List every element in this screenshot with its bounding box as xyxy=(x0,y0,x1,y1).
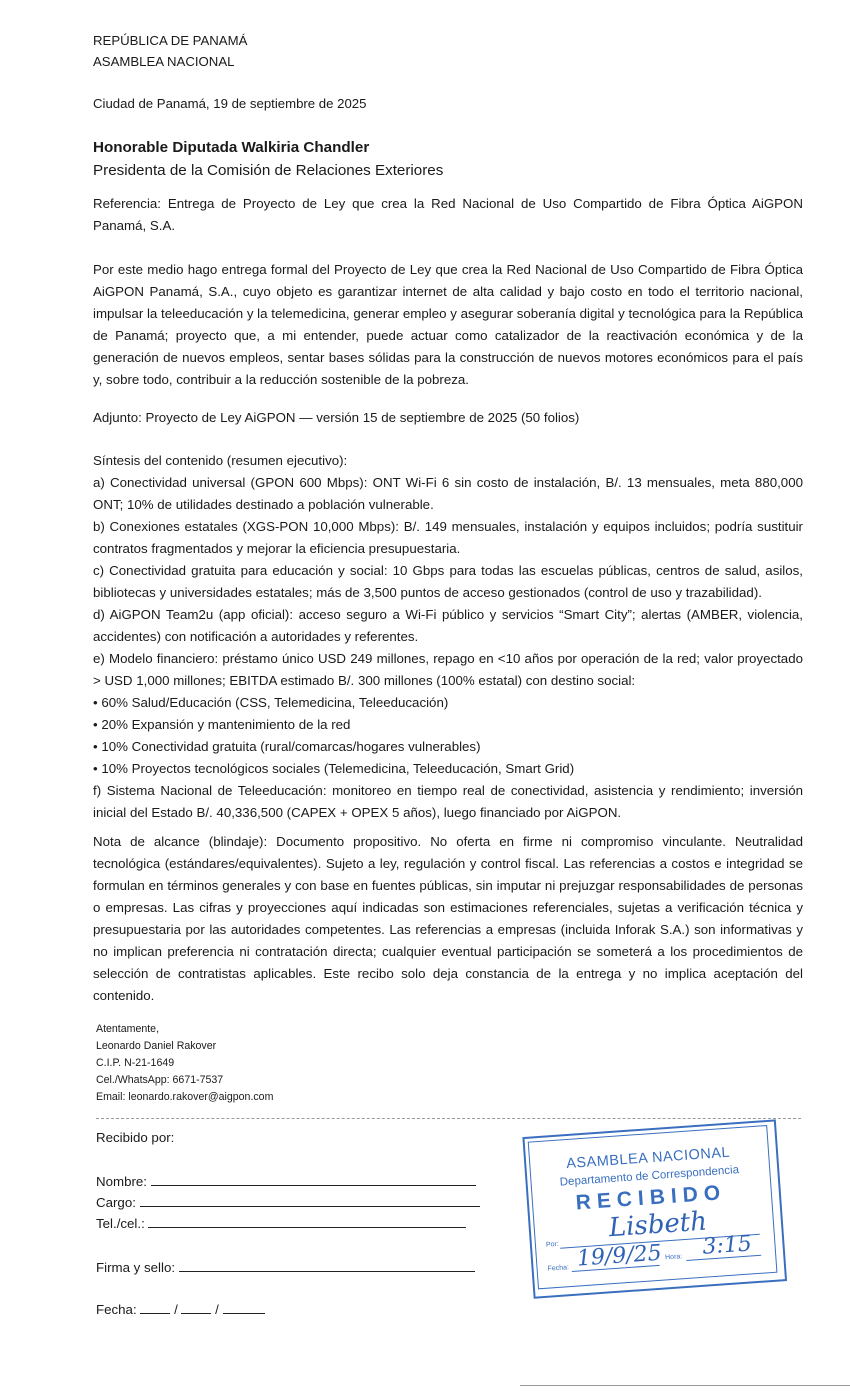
reception-stamp xyxy=(522,1119,788,1306)
name-field[interactable] xyxy=(151,1172,476,1186)
signer-id: C.I.P. N-21-1649 xyxy=(96,1057,175,1069)
receipt-signature-row xyxy=(96,1258,486,1275)
date-label: Fecha: xyxy=(96,1302,137,1317)
stamp-institution: ASAMBLEA NACIONAL xyxy=(565,1144,731,1173)
allocation-item: • 10% Conectividad gratuita (rural/comarcas/hogares vulnerables) xyxy=(93,736,803,758)
phone-field[interactable] xyxy=(148,1214,466,1228)
allocation-item: • 10% Proyectos tecnológicos sociales (Telemedicina, Teleeducación, Smart Grid) xyxy=(93,758,803,780)
summary-item-b: b) Conexiones estatales (XGS-PON 10,000 Mbps): B/. 149 mensuales, instalación y equipos incluidos; podría sustituir contratos fragmentados y mejorar la eficiencia presupuestaria. xyxy=(93,519,803,556)
signer-name: Leonardo Daniel Rakover xyxy=(96,1040,217,1052)
signature-field[interactable] xyxy=(179,1258,475,1272)
stamp-time-label: Hora: xyxy=(664,1253,683,1262)
stamp-by-signature: Lisbeth xyxy=(607,1206,708,1244)
name-label: Nombre: xyxy=(96,1174,147,1189)
summary-item-d: d) AiGPON Team2u (app oficial): acceso seguro a Wi-Fi público y servicios “Smart City”; alertas (AMBER, violencia, accidentes) con notificación a autoridades y referentes. xyxy=(93,607,803,644)
stamp-department: Departamento de Correspondencia xyxy=(559,1164,740,1189)
receipt-name-row xyxy=(96,1172,486,1189)
recipient-title: Presidenta de la Comisión de Relaciones Exteriores xyxy=(93,162,444,179)
position-field[interactable] xyxy=(140,1193,480,1207)
receipt-heading: Recibido por: xyxy=(96,1130,175,1145)
receipt-position-row xyxy=(96,1193,486,1210)
reference-line: Referencia: Entrega de Proyecto de Ley que crea la Red Nacional de Uso Compartido de Fibra Óptica AiGPON Panamá, S.A. xyxy=(93,196,803,233)
allocation-item: • 60% Salud/Educación (CSS, Telemedicina, Teleeducación) xyxy=(93,692,803,714)
date-separator: / xyxy=(174,1302,178,1317)
date-month-field[interactable] xyxy=(181,1300,211,1314)
receipt-phone-row xyxy=(96,1214,486,1231)
phone-label: Tel./cel.: xyxy=(96,1216,145,1231)
header-country: REPÚBLICA DE PANAMÁ xyxy=(93,33,248,48)
position-label: Cargo: xyxy=(96,1195,136,1210)
scan-edge-line xyxy=(520,1385,850,1386)
signature-label: Firma y sello: xyxy=(96,1260,176,1275)
stamp-by-label: Por: xyxy=(545,1240,560,1249)
date-line: Ciudad de Panamá, 19 de septiembre de 2025 xyxy=(93,96,367,111)
summary-heading: Síntesis del contenido (resumen ejecutivo): xyxy=(93,453,348,468)
body-paragraph: Por este medio hago entrega formal del Proyecto de Ley que crea la Red Nacional de Uso Compartido de Fibra Óptica AiGPON Panamá, S.A., cuyo objeto es garantizar internet de alta calidad y bajo costo en todo el territorio nacional, impulsar la teleeducación y la telemedicina, generar empleo y asegurar soberanía digital y tecnológica para la República de Panamá; proyecto que, a mi entender, puede actuar como catalizador de la reactivación económica y de la generación de nuevos empleos, sentar bases sólidas para la construcción de nuevos motores económicos para el país y, sobre todo, contribuir a la reducción sostenible de la pobreza. xyxy=(93,262,803,387)
stamp-time-value: 3:15 xyxy=(701,1231,753,1260)
executive-summary xyxy=(93,450,803,824)
allocation-item: • 20% Expansión y mantenimiento de la red xyxy=(93,714,803,736)
receipt-date-row xyxy=(96,1300,265,1317)
date-year-field[interactable] xyxy=(223,1300,265,1314)
date-day-field[interactable] xyxy=(140,1300,170,1314)
summary-item-a: a) Conectividad universal (GPON 600 Mbps): ONT Wi-Fi 6 sin costo de instalación, B/. 13 mensuales, meta 880,000 ONT; 10% de utilidades destinado a población vulnerable. xyxy=(93,475,803,512)
stamp-status: RECIBIDO xyxy=(574,1181,727,1215)
signer-email: Email: leonardo.rakover@aigpon.com xyxy=(96,1091,274,1103)
summary-item-f: f) Sistema Nacional de Teleeducación: monitoreo en tiempo real de conectividad, asistencia y rendimiento; inversión inicial del Estado B/. 40,336,500 (CAPEX + OPEX 5 años), luego financiado por AiGPON. xyxy=(93,783,803,820)
scope-note: Nota de alcance (blindaje): Documento propositivo. No oferta en firme ni compromiso vinculante. Neutralidad tecnológica (estándares/equivalentes). Sujeto a ley, regulación y control fiscal. Las referencias a costos e integridad se formulan en términos generales y con base en fuentes públicas, sin imputar ni prejuzgar responsabilidades de personas o empresas. Las cifras y proyecciones aquí indicadas son estimaciones referenciales, sujetas a verificación técnica y presupuestaria por las autoridades competentes. Las referencias a empresas (incluida Inforak S.A.) son informativas y no implican preferencia ni contratación directa; cualquier eventual participación se someterá a los procedimientos de selección de contratistas aplicables. Este recibo solo deja constancia de la entrega y no implica aceptación del contenido. xyxy=(93,834,803,1003)
attachment-line: Adjunto: Proyecto de Ley AiGPON — versión 15 de septiembre de 2025 (50 folios) xyxy=(93,410,580,425)
signer-phone: Cel./WhatsApp: 6671-7537 xyxy=(96,1074,224,1086)
summary-item-e: e) Modelo financiero: préstamo único USD 249 millones, repago en <10 años por operación de la red; valor proyectado > USD 1,000 millones; EBITDA estimado B/. 300 millones (100% estatal) con destino social: xyxy=(93,651,803,688)
summary-item-c: c) Conectividad gratuita para educación y social: 10 Gbps para todas las escuelas públicas, centros de salud, asilos, bibliotecas y universidades estatales; más de 3,500 puntos de acceso gestionados (control de uso y trazabilidad). xyxy=(93,563,803,600)
stamp-date-value: 19/9/25 xyxy=(576,1240,663,1272)
header-institution: ASAMBLEA NACIONAL xyxy=(93,54,235,69)
closing: Atentamente, xyxy=(96,1023,160,1035)
cut-line-separator xyxy=(96,1118,801,1119)
social-allocation-list xyxy=(93,692,803,780)
recipient-name: Honorable Diputada Walkiria Chandler xyxy=(93,139,370,156)
stamp-date-label: Fecha: xyxy=(547,1264,570,1273)
date-separator: / xyxy=(215,1302,219,1317)
